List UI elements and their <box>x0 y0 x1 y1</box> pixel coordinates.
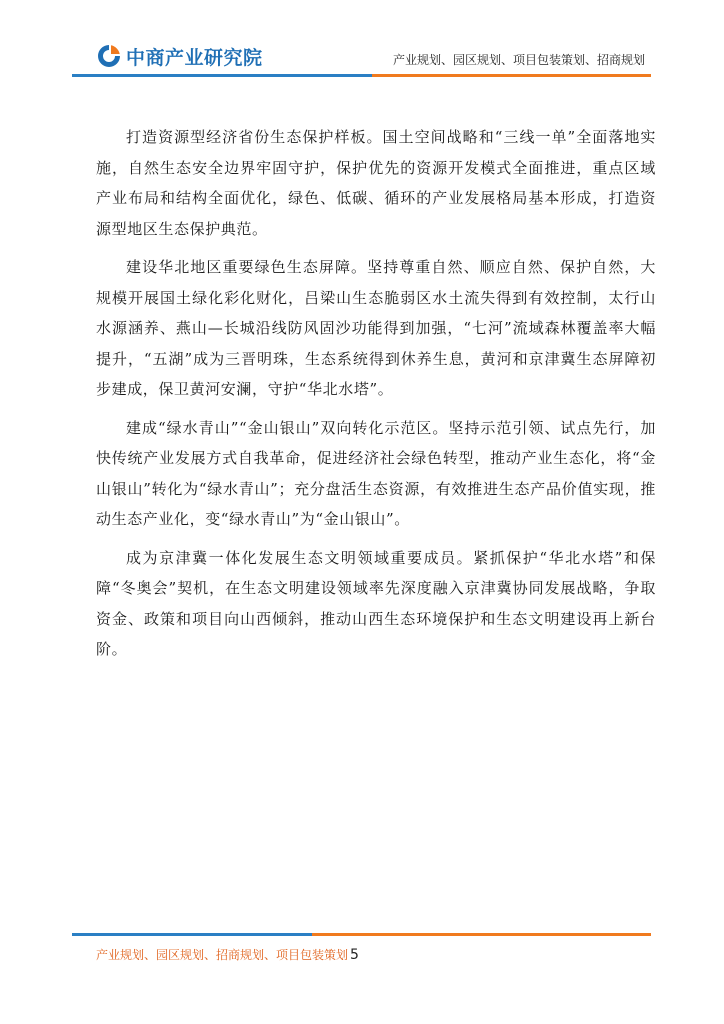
footer-rule-blue <box>72 933 312 936</box>
page-header <box>0 0 724 90</box>
paragraph: 建设华北地区重要绿色生态屏障。坚持尊重自然、顺应自然、保护自然，大规模开展国土绿化彩化财化，吕梁山生态脆弱区水土流失得到有效控制，太行山水源涵养、燕山—长城沿线防风固沙功能得到加强，“七河”流域森林覆盖率大幅提升，“五湖”成为三晋明珠，生态系统得到休养生息，黄河和京津冀生态屏障初步建成，保卫黄河安澜，守护“华北水塔”。 <box>96 258 656 398</box>
company-logo-icon <box>96 43 122 69</box>
header-tagline: 产业规划、园区规划、项目包装策划、招商规划 <box>392 53 645 67</box>
company-logo <box>96 42 263 70</box>
paragraph: 建成“绿水青山”“金山银山”双向转化示范区。坚持示范引领、试点先行，加快传统产业发展方式自我革命，促进经济社会绿色转型，推动产业生态化，将“金山银山”转化为“绿水青山”；充分盘活生态资源，有效推进生态产品价值实现，推动生态产业化，变“绿水青山”为“金山银山”。 <box>96 418 656 528</box>
header-rule-blue <box>72 74 372 77</box>
footer-tagline: 产业规划、园区规划、招商规划、项目包装策划 <box>96 948 349 962</box>
logo-text: 中商产业研究院 <box>126 46 263 69</box>
paragraph: 成为京津冀一体化发展生态文明领域重要成员。紧抓保护“华北水塔”和保障“冬奥会”契机，在生态文明建设领域率先深度融入京津冀协同发展战略，争取资金、政策和项目向山西倾斜，推动山西生态环境保护和生态文明建设再上新台阶。 <box>96 548 656 658</box>
paragraph: 打造资源型经济省份生态保护样板。国土空间战略和“三线一单”全面落地实施，自然生态安全边界牢固守护，保护优先的资源开发模式全面推进，重点区域产业布局和结构全面优化，绿色、低碳、循环的产业发展格局基本形成，打造资源型地区生态保护典范。 <box>96 128 656 238</box>
page-footer <box>96 946 359 963</box>
footer-rule-orange <box>312 933 651 936</box>
page-number: 5 <box>350 947 359 963</box>
document-body <box>96 122 656 673</box>
header-rule-orange <box>372 74 651 77</box>
